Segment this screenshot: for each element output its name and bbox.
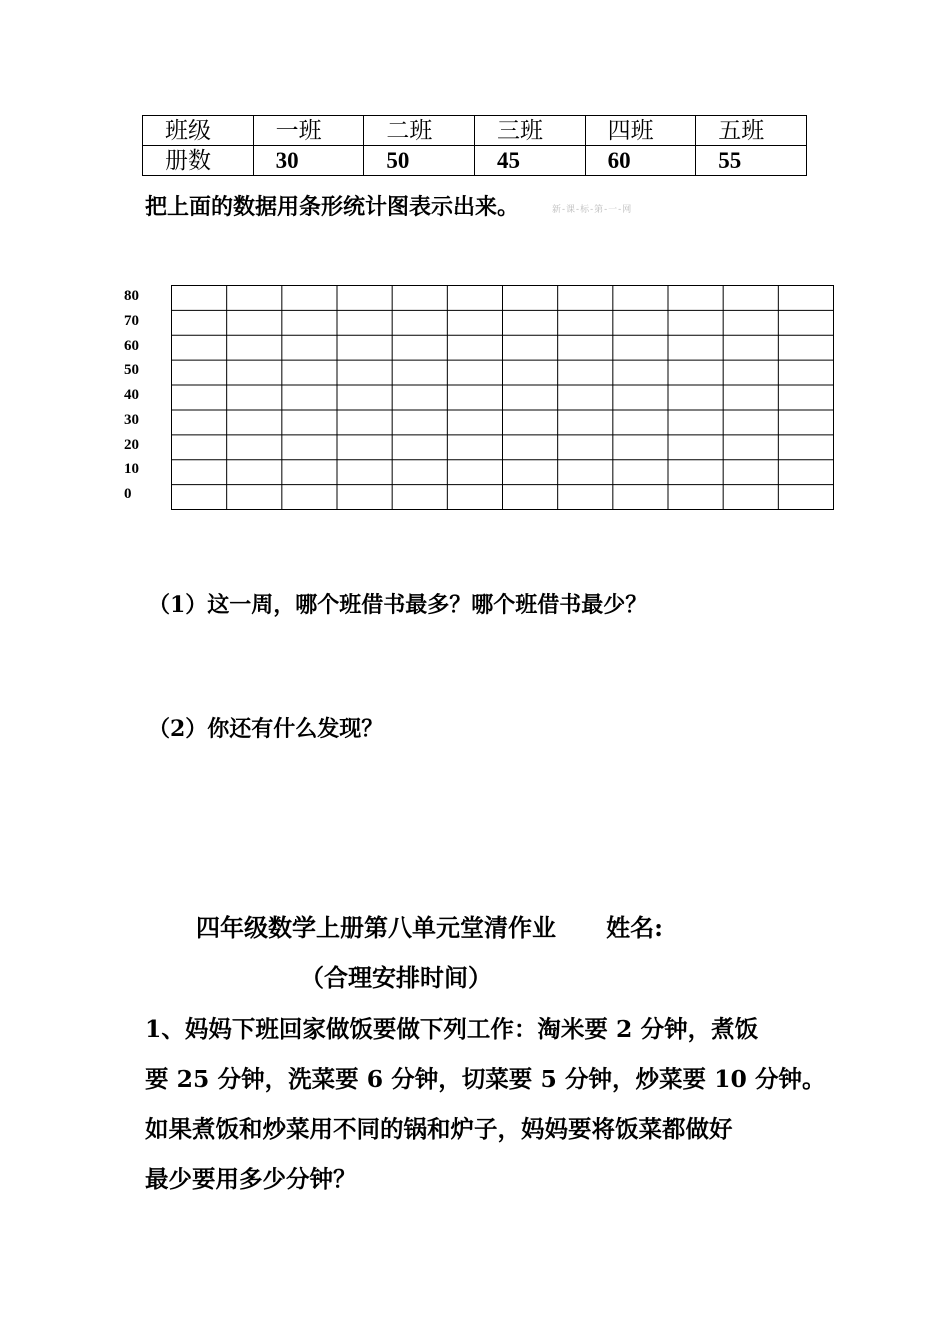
table-row [143,146,807,176]
table-cell: 班级 [143,116,254,146]
question-1: （1）这一周，哪个班借书最多？哪个班借书最少？ [148,592,648,618]
table-cell: 45 [474,146,585,176]
y-tick-label: 10 [124,461,139,477]
table-cell: 册数 [143,146,254,176]
table-cell: 60 [585,146,696,176]
table-cell: 五班 [696,116,807,146]
table-cell: 一班 [253,116,364,146]
problem-line: 1、妈妈下班回家做饭要做下列工作：淘米要 2 分钟，煮饭 [145,1015,759,1043]
problem-line: 要 25 分钟，洗菜要 6 分钟，切菜要 5 分钟，炒菜要 10 分钟。 [145,1065,826,1093]
y-tick-label: 80 [124,288,139,304]
y-tick-label: 60 [124,338,139,354]
table-header-row [143,116,807,146]
y-tick-label: 70 [124,313,139,329]
y-tick-label: 30 [124,412,139,428]
y-tick-label: 50 [124,362,139,378]
problem-line: 最少要用多少分钟？ [145,1165,357,1193]
table-cell: 二班 [364,116,475,146]
y-tick-label: 40 [124,387,139,403]
instruction-text: 把上面的数据用条形统计图表示出来。 [145,194,520,220]
question-2: （2）你还有什么发现？ [148,716,384,742]
table-cell: 四班 [585,116,696,146]
worksheet-title: 四年级数学上册第八单元堂清作业 姓名: [196,913,663,942]
worksheet-subtitle: （合理安排时间） [300,963,492,992]
table-cell: 三班 [474,116,585,146]
table-cell: 55 [696,146,807,176]
table-cell: 50 [364,146,475,176]
blank-chart-grid [171,285,834,510]
y-tick-label: 20 [124,437,139,453]
watermark-text: 新-课-标-第-一-网 [552,205,633,215]
table-cell: 30 [253,146,364,176]
problem-line: 如果煮饭和炒菜用不同的锅和炉子，妈妈要将饭菜都做好 [145,1115,733,1143]
data-table [142,115,807,176]
y-tick-label: 0 [124,486,132,502]
